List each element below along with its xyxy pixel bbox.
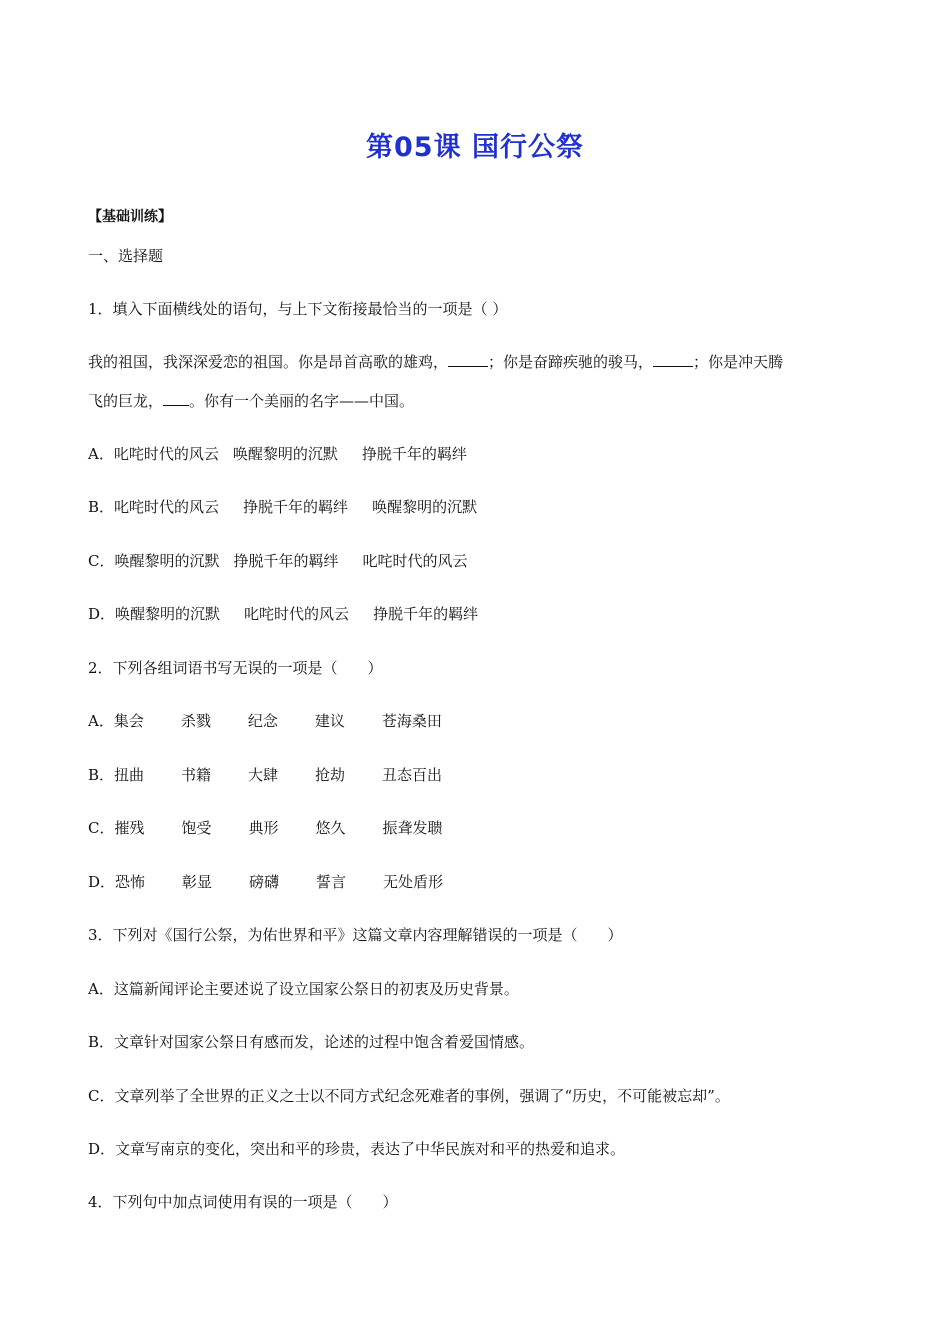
question-4-stem: 4．下列句中加点词使用有误的一项是（ ） bbox=[88, 1193, 398, 1211]
option-word: 建议 bbox=[314, 712, 345, 730]
option-text: 文章写南京的变化，突出和平的珍贵，表达了中华民族对和平的热爱和追求。 bbox=[115, 1140, 626, 1158]
fill-blank-1 bbox=[448, 352, 488, 367]
option-text: 文章列举了全世界的正义之士以不同方式纪念死难者的事例，强调了“历史，不可能被忘却”。 bbox=[114, 1087, 730, 1105]
option-phrase: 叱咤时代的风云 bbox=[114, 498, 220, 516]
option-phrase: 挣脱千年的羁绊 bbox=[373, 605, 479, 623]
option-letter: C． bbox=[88, 552, 115, 570]
option-word: 恐怖 bbox=[115, 873, 146, 891]
option-word: 摧残 bbox=[114, 819, 145, 837]
question-1-stem: 1．填入下面横线处的语句，与上下文衔接最恰当的一项是（ ） bbox=[88, 300, 508, 318]
fill-blank-3 bbox=[163, 391, 189, 406]
option-word: 抢劫 bbox=[315, 766, 346, 784]
option-letter: D． bbox=[88, 1140, 116, 1158]
option-phrase: 叱咤时代的风云 bbox=[113, 445, 219, 463]
option-letter: C． bbox=[88, 1087, 115, 1105]
part-label: 一、选择题 bbox=[88, 247, 164, 265]
question-2-option-a bbox=[88, 710, 442, 732]
question-1-passage-line-2 bbox=[88, 390, 414, 412]
option-letter: A． bbox=[88, 445, 114, 463]
option-word: 誓言 bbox=[316, 873, 347, 891]
option-word: 饱受 bbox=[181, 819, 212, 837]
passage-text: 。你有一个美丽的名字——中国。 bbox=[189, 392, 415, 410]
option-word: 悠久 bbox=[315, 819, 346, 837]
passage-text: ；你是奋蹄疾驰的骏马， bbox=[488, 353, 654, 371]
question-1-option-d bbox=[88, 603, 478, 625]
option-letter: B． bbox=[88, 766, 115, 784]
option-letter: A． bbox=[88, 980, 114, 998]
page-title: 第05课 国行公祭 bbox=[366, 132, 584, 163]
option-word: 丑态百出 bbox=[382, 766, 443, 784]
question-2-option-c bbox=[88, 817, 443, 839]
option-word: 彰显 bbox=[182, 873, 213, 891]
passage-text: ；你是冲天腾 bbox=[693, 353, 784, 371]
option-word: 纪念 bbox=[247, 712, 278, 730]
option-word: 大肆 bbox=[248, 766, 279, 784]
option-text: 文章针对国家公祭日有感而发，论述的过程中饱含着爱国情感。 bbox=[114, 1033, 535, 1051]
option-word: 集会 bbox=[113, 712, 144, 730]
option-word: 扭曲 bbox=[114, 766, 145, 784]
option-phrase: 唤醒黎明的沉默 bbox=[114, 552, 220, 570]
option-phrase: 挣脱千年的羁绊 bbox=[233, 552, 339, 570]
option-letter: B． bbox=[88, 1033, 115, 1051]
option-word: 书籍 bbox=[181, 766, 212, 784]
question-3-option-a bbox=[88, 978, 519, 1000]
passage-text: 飞的巨龙， bbox=[88, 392, 164, 410]
question-1-option-c bbox=[88, 550, 468, 572]
passage-text: 我的祖国，我深深爱恋的祖国。你是昂首高歌的雄鸡， bbox=[88, 353, 449, 371]
option-word: 无处盾形 bbox=[383, 873, 444, 891]
option-letter: A． bbox=[88, 712, 114, 730]
option-phrase: 挣脱千年的羁绊 bbox=[243, 498, 349, 516]
question-1-option-a bbox=[88, 443, 467, 465]
option-phrase: 叱咤时代的风云 bbox=[362, 552, 468, 570]
question-3-option-d bbox=[88, 1138, 625, 1160]
option-letter: C． bbox=[88, 819, 115, 837]
fill-blank-2 bbox=[653, 352, 693, 367]
question-3-stem: 3．下列对《国行公祭，为佑世界和平》这篇文章内容理解错误的一项是（ ） bbox=[88, 926, 623, 944]
question-3-option-c bbox=[88, 1085, 730, 1107]
option-word: 苍海桑田 bbox=[381, 712, 442, 730]
option-phrase: 叱咤时代的风云 bbox=[244, 605, 350, 623]
option-word: 磅礴 bbox=[249, 873, 280, 891]
option-letter: D． bbox=[88, 605, 116, 623]
question-3-option-b bbox=[88, 1031, 534, 1053]
question-2-stem: 2．下列各组词语书写无误的一项是（ ） bbox=[88, 659, 383, 677]
question-2-option-d bbox=[88, 871, 443, 893]
question-2-option-b bbox=[88, 764, 442, 786]
section-label: 【基础训练】 bbox=[88, 209, 172, 225]
option-word: 典形 bbox=[248, 819, 279, 837]
option-phrase: 挣脱千年的羁绊 bbox=[361, 445, 467, 463]
option-word: 杀戮 bbox=[180, 712, 211, 730]
question-1-option-b bbox=[88, 496, 477, 518]
option-letter: D． bbox=[88, 873, 116, 891]
option-phrase: 唤醒黎明的沉默 bbox=[372, 498, 478, 516]
option-word: 振聋发聩 bbox=[382, 819, 443, 837]
option-text: 这篇新闻评论主要述说了设立国家公祭日的初衷及历史背景。 bbox=[113, 980, 519, 998]
option-letter: B． bbox=[88, 498, 115, 516]
option-phrase: 唤醒黎明的沉默 bbox=[115, 605, 221, 623]
question-1-passage-line-1 bbox=[88, 351, 783, 373]
option-phrase: 唤醒黎明的沉默 bbox=[232, 445, 338, 463]
